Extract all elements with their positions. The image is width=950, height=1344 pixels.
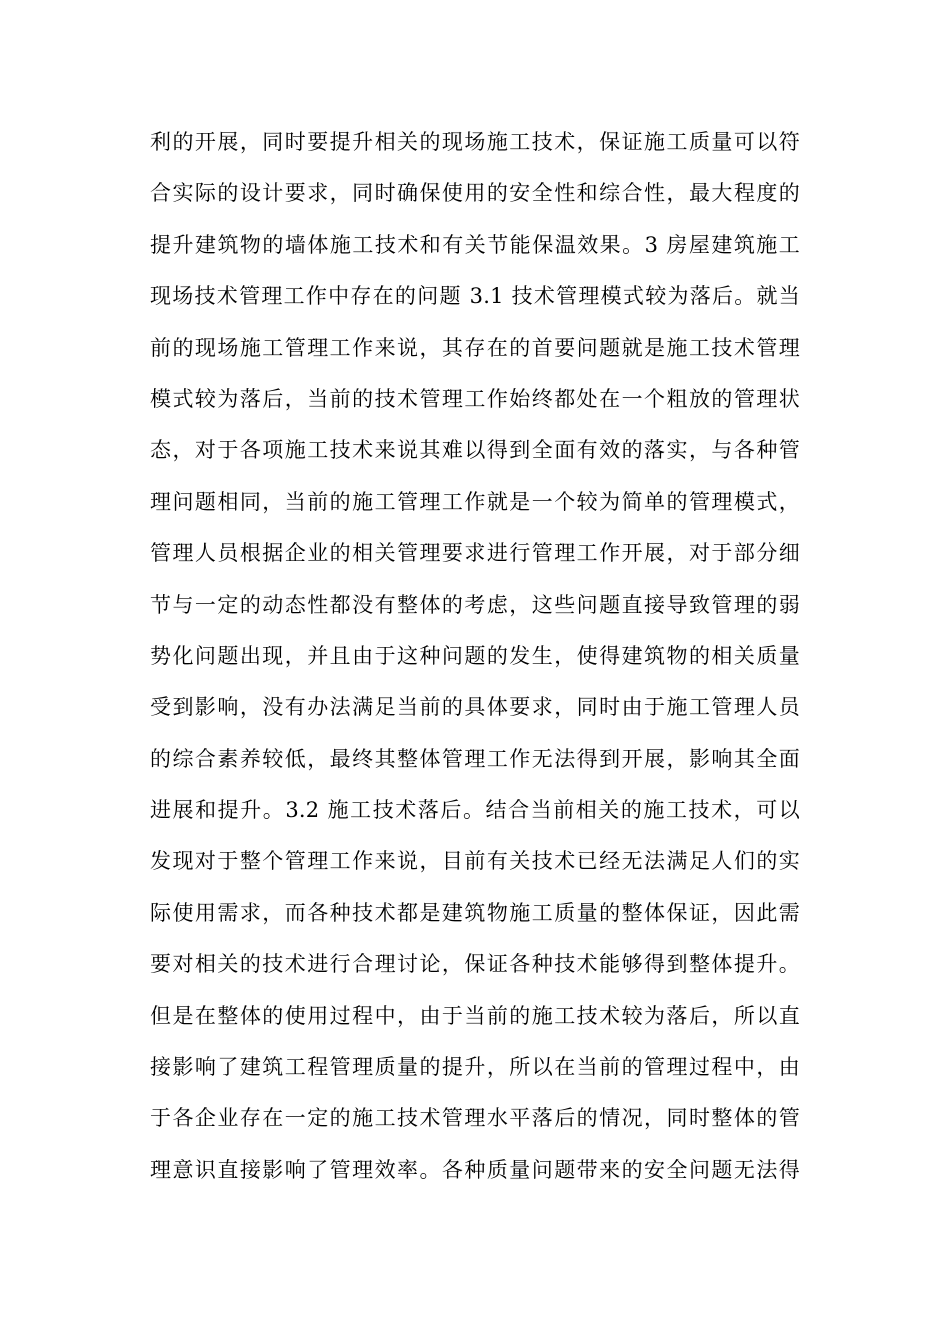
paragraph-line-8: 理问题相同，当前的施工管理工作就是一个较为简单的管理模式， bbox=[150, 489, 800, 514]
paragraph-line-2: 合实际的设计要求，同时确保使用的安全性和综合性，最大程度的 bbox=[150, 181, 800, 206]
paragraph-line-15: 发现对于整个管理工作来说，目前有关技术已经无法满足人们的实 bbox=[150, 849, 800, 874]
paragraph-line-19: 接影响了建筑工程管理质量的提升，所以在当前的管理过程中，由 bbox=[150, 1055, 800, 1080]
paragraph-line-17: 要对相关的技术进行合理讨论，保证各种技术能够得到整体提升。 bbox=[150, 952, 800, 977]
paragraph-line-11: 势化问题出现，并且由于这种问题的发生，使得建筑物的相关质量 bbox=[150, 643, 800, 668]
paragraph-line-9: 管理人员根据企业的相关管理要求进行管理工作开展，对于部分细 bbox=[150, 541, 800, 566]
paragraph-line-18: 但是在整体的使用过程中，由于当前的施工技术较为落后，所以直 bbox=[150, 1003, 800, 1028]
paragraph-line-3: 提升建筑物的墙体施工技术和有关节能保温效果。3 房屋建筑施工 bbox=[150, 232, 800, 257]
paragraph-line-5: 前的现场施工管理工作来说，其存在的首要问题就是施工技术管理 bbox=[150, 335, 800, 360]
paragraph-line-4: 现场技术管理工作中存在的问题 3.1 技术管理模式较为落后。就当 bbox=[150, 284, 800, 309]
body-paragraph bbox=[150, 117, 800, 1196]
paragraph-line-21: 理意识直接影响了管理效率。各种质量问题带来的安全问题无法得 bbox=[150, 1157, 800, 1182]
paragraph-line-10: 节与一定的动态性都没有整体的考虑，这些问题直接导致管理的弱 bbox=[150, 592, 800, 617]
paragraph-line-6: 模式较为落后，当前的技术管理工作始终都处在一个粗放的管理状 bbox=[150, 386, 800, 411]
paragraph-line-12: 受到影响，没有办法满足当前的具体要求，同时由于施工管理人员 bbox=[150, 695, 800, 720]
paragraph-line-13: 的综合素养较低，最终其整体管理工作无法得到开展，影响其全面 bbox=[150, 746, 800, 771]
paragraph-line-20: 于各企业存在一定的施工技术管理水平落后的情况，同时整体的管 bbox=[150, 1106, 800, 1131]
paragraph-line-7: 态，对于各项施工技术来说其难以得到全面有效的落实，与各种管 bbox=[150, 438, 800, 463]
paragraph-line-14: 进展和提升。3.2 施工技术落后。结合当前相关的施工技术，可以 bbox=[150, 798, 800, 823]
paragraph-line-1: 利的开展，同时要提升相关的现场施工技术，保证施工质量可以符 bbox=[150, 130, 800, 154]
paragraph-line-16: 际使用需求，而各种技术都是建筑物施工质量的整体保证，因此需 bbox=[150, 900, 800, 925]
